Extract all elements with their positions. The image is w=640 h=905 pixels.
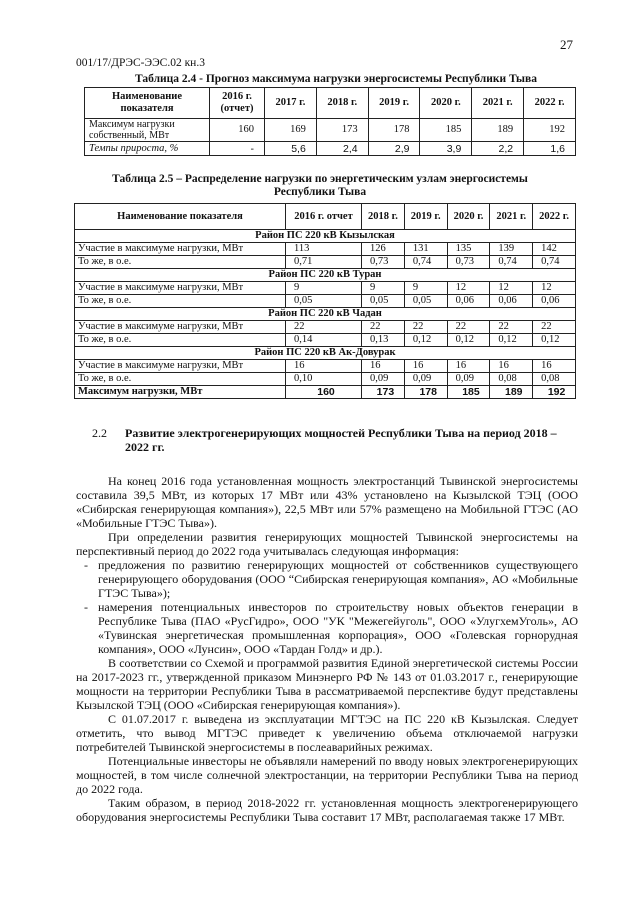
table-cell: 22: [533, 321, 576, 334]
table-cell: 3,9: [420, 142, 472, 156]
table-cell: 0,14: [286, 334, 362, 347]
table-row: [75, 282, 576, 295]
table-cell: 9: [404, 282, 447, 295]
column-header: Наименование показателя: [85, 88, 210, 119]
table-cell: 131: [404, 243, 447, 256]
section-title: Район ПС 220 кВ Кызылская: [75, 230, 576, 243]
table-cell: 0,12: [533, 334, 576, 347]
total-row: [75, 386, 576, 399]
section-row: [75, 269, 576, 282]
column-header: Наименование показателя: [75, 204, 286, 230]
table-cell: 139: [490, 243, 533, 256]
table-cell: 185: [420, 119, 472, 142]
table-header-row: [85, 88, 576, 119]
body-text: [76, 474, 578, 824]
row-label: Максимум нагрузки собственный, МВт: [85, 119, 210, 142]
table-header-row: [75, 204, 576, 230]
column-header: 2019 г.: [368, 88, 420, 119]
table-cell: 0,74: [533, 256, 576, 269]
table-2-5: [74, 203, 576, 399]
table-cell: 9: [286, 282, 362, 295]
list-item: - намерения потенциальных инвесторов по строительству новых объектов генерации в Республике Тыва (ПАО «РусГидро», ООО "УК "Межегейуголь", ООО «УлугхемУголь», АО «Тувинская энергетическая промышленная корпорация», ООО «Голевская горнорудная компания», ООО «Лунсин», ООО «Тардан Голд» и др.).: [76, 600, 578, 656]
table-cell: 12: [490, 282, 533, 295]
table-cell: 22: [447, 321, 490, 334]
table-cell: 189: [490, 386, 533, 399]
table-cell: 12: [447, 282, 490, 295]
table-cell: 173: [362, 386, 405, 399]
paragraph: Таким образом, в период 2018-2022 гг. установленная мощность электрогенерирующего оборудования энергосистемы Республики Тыва составит 17 МВт, располагаемая также 17 МВт.: [76, 796, 578, 824]
column-header: 2019 г.: [404, 204, 447, 230]
row-label: То же, в о.е.: [75, 334, 286, 347]
paragraph: На конец 2016 года установленная мощность электростанций Тывинской энергосистемы составила 39,5 МВт, из которых 17 МВт или 43% установлено на Кызылской ТЭЦ (ООО «Сибирская генерирующая компания»), 22,5 МВт или 57% размещено на Мобильной ГТЭС (АО «Мобильные ГТЭС Тыва»).: [76, 474, 578, 530]
table-cell: 0,10: [286, 373, 362, 386]
column-header: 2018 г.: [362, 204, 405, 230]
row-label: То же, в о.е.: [75, 256, 286, 269]
table-cell: 22: [404, 321, 447, 334]
row-label: Участие в максимуме нагрузки, МВт: [75, 243, 286, 256]
table-cell: 0,05: [286, 295, 362, 308]
row-label: Темпы прироста, %: [85, 142, 210, 156]
row-label: Участие в максимуме нагрузки, МВт: [75, 282, 286, 295]
table-cell: 0,12: [404, 334, 447, 347]
paragraph: С 01.07.2017 г. выведена из эксплуатации МГТЭС на ПС 220 кВ Кызылская. Следует отметить, что вывод МГТЭС приведет к увеличению объема отключаемой нагрузки потребителей Тывинской энергосистемы в послеаварийных режимах.: [76, 712, 578, 754]
document-code: 001/17/ДРЭС-ЭЭС.02 кн.3: [76, 57, 205, 69]
section-row: [75, 308, 576, 321]
section-heading: Развитие электрогенерирующих мощностей Республики Тыва на период 2018 – 2022 гг.: [125, 426, 557, 454]
table-row: [75, 360, 576, 373]
table-cell: 2,4: [316, 142, 368, 156]
paragraph: В соответствии со Схемой и программой развития Единой энергетической системы России на 2017-2023 гг., утвержденной приказом Минэнерго РФ № 143 от 01.03.2017 г., генерирующие мощности на территории Республики Тыва в рассматриваемой перспективе будут представлены Кызылской ТЭЦ (ООО «Сибирская генерирующая компания»).: [76, 656, 578, 712]
table-cell: 126: [362, 243, 405, 256]
row-label: То же, в о.е.: [75, 373, 286, 386]
table-cell: 0,05: [404, 295, 447, 308]
table-cell: 192: [524, 119, 576, 142]
table-row: [75, 373, 576, 386]
table-cell: 22: [362, 321, 405, 334]
list-item: - предложения по развитию генерирующих мощностей от собственников существующего генерирующего оборудования (ООО “Сибирская генерирующая компания», АО «Мобильные ГТЭС Тыва»);: [76, 558, 578, 600]
table-cell: 0,12: [490, 334, 533, 347]
section-row: [75, 347, 576, 360]
row-label: То же, в о.е.: [75, 295, 286, 308]
section-number: 2.2: [92, 426, 107, 440]
column-header: 2020 г.: [420, 88, 472, 119]
table-cell: 0,08: [533, 373, 576, 386]
column-header: 2016 г. отчет: [286, 204, 362, 230]
column-header: 2021 г.: [490, 204, 533, 230]
table-cell: 9: [362, 282, 405, 295]
column-header: 2018 г.: [316, 88, 368, 119]
table-cell: 0,05: [362, 295, 405, 308]
column-header: 2022 г.: [524, 88, 576, 119]
table-cell: 0,06: [533, 295, 576, 308]
row-label: Участие в максимуме нагрузки, МВт: [75, 321, 286, 334]
table-2-4: [84, 87, 576, 156]
table-cell: 2,2: [472, 142, 524, 156]
section-row: [75, 230, 576, 243]
table-row: [75, 334, 576, 347]
table-cell: 22: [490, 321, 533, 334]
table-cell: 178: [368, 119, 420, 142]
table-row: [75, 295, 576, 308]
column-header: 2020 г.: [447, 204, 490, 230]
table-cell: 16: [533, 360, 576, 373]
table-row: [75, 321, 576, 334]
table-cell: 0,73: [362, 256, 405, 269]
table-cell: 16: [447, 360, 490, 373]
table-cell: 5,6: [265, 142, 317, 156]
table-cell: 135: [447, 243, 490, 256]
table-cell: 0,09: [447, 373, 490, 386]
bullet-list: [76, 558, 578, 656]
table-cell: 0,73: [447, 256, 490, 269]
table-2-5-caption: Таблица 2.5 – Распределение нагрузки по энергетическим узлам энергосистемы Республики Тыва: [112, 173, 528, 198]
table-cell: 12: [533, 282, 576, 295]
table-cell: 192: [533, 386, 576, 399]
table-cell: 22: [286, 321, 362, 334]
table-cell: 189: [472, 119, 524, 142]
column-header: 2022 г.: [533, 204, 576, 230]
table-2-4-caption: Таблица 2.4 - Прогноз максимума нагрузки энергосистемы Республики Тыва: [134, 73, 537, 85]
row-label: Максимум нагрузки, МВт: [75, 386, 286, 399]
table-cell: 0,09: [404, 373, 447, 386]
table-cell: 160: [210, 119, 265, 142]
paragraph: При определении развития генерирующих мощностей Тывинской энергосистемы на перспективный период до 2022 года учитывалась следующая информация:: [76, 530, 578, 558]
column-header: 2017 г.: [265, 88, 317, 119]
table-cell: 2,9: [368, 142, 420, 156]
table-cell: 0,06: [490, 295, 533, 308]
table-cell: 160: [286, 386, 362, 399]
table-cell: 178: [404, 386, 447, 399]
row-label: Участие в максимуме нагрузки, МВт: [75, 360, 286, 373]
page-number: 27: [560, 37, 573, 52]
table-cell: -: [210, 142, 265, 156]
table-cell: 0,09: [362, 373, 405, 386]
table-cell: 0,13: [362, 334, 405, 347]
paragraph: Потенциальные инвесторы не объявляли намерений по вводу новых электрогенерирующих мощностей, в том числе солнечной электростанции, на территории Республики Тыва на период до 2022 года.: [76, 754, 578, 796]
table-cell: 0,06: [447, 295, 490, 308]
table-cell: 16: [404, 360, 447, 373]
column-header: 2021 г.: [472, 88, 524, 119]
table-row: [85, 142, 576, 156]
table-cell: 142: [533, 243, 576, 256]
table-row: [85, 119, 576, 142]
table-cell: 185: [447, 386, 490, 399]
table-cell: 173: [316, 119, 368, 142]
table-cell: 0,12: [447, 334, 490, 347]
table-cell: 0,71: [286, 256, 362, 269]
table-cell: 16: [362, 360, 405, 373]
table-cell: 16: [490, 360, 533, 373]
table-row: [75, 256, 576, 269]
section-title: Район ПС 220 кВ Ак-Довурак: [75, 347, 576, 360]
table-cell: 1,6: [524, 142, 576, 156]
section-title: Район ПС 220 кВ Туран: [75, 269, 576, 282]
table-cell: 113: [286, 243, 362, 256]
table-cell: 16: [286, 360, 362, 373]
table-cell: 0,74: [404, 256, 447, 269]
table-cell: 0,08: [490, 373, 533, 386]
table-row: [75, 243, 576, 256]
column-header: 2016 г. (отчет): [210, 88, 265, 119]
table-cell: 169: [265, 119, 317, 142]
table-cell: 0,74: [490, 256, 533, 269]
section-title: Район ПС 220 кВ Чадан: [75, 308, 576, 321]
